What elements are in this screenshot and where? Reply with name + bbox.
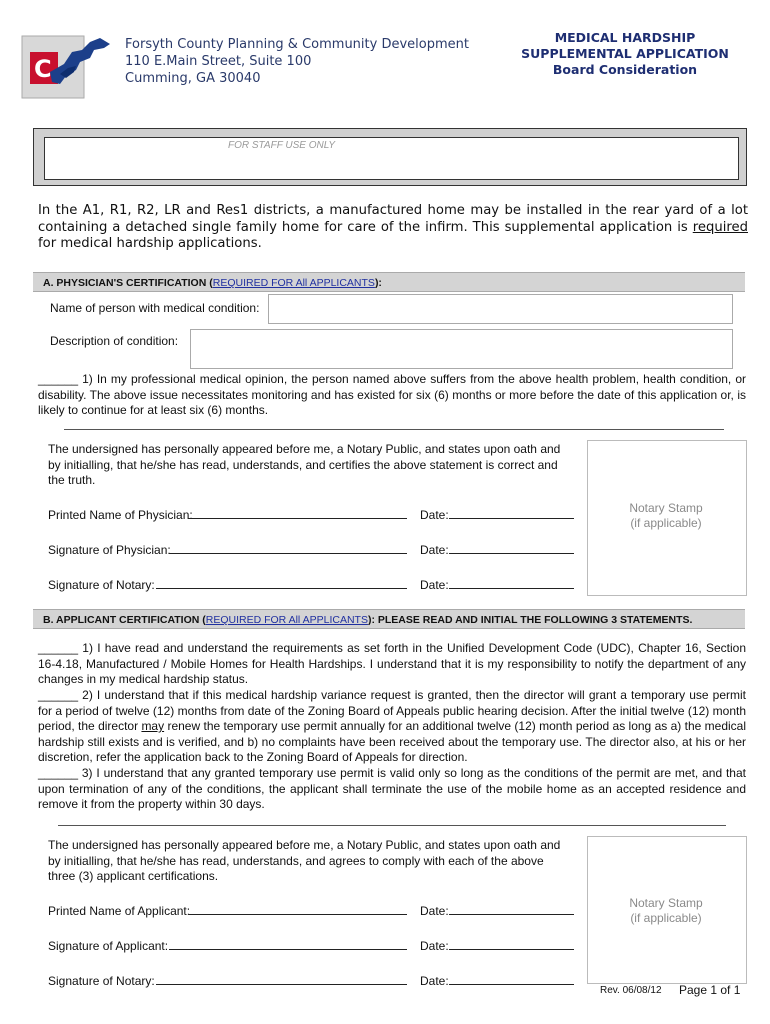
divider-a xyxy=(64,429,724,430)
applicant-notary-text: The undersigned has personally appeared before me, a Notary Public, and states upon oath and by initialling, that he/she has read, understands, and agrees to comply with each of the above three (3) applicant certifications. xyxy=(48,838,561,883)
statement-2-text: ______ 2) I understand that if this medical hardship variance request is granted, then the director will grant a temporary use permit for a period of twelve (12) months from date of the Zoning Board of Appeals public hearing decision. After the initial twelve (12) month period, the director xyxy=(38,688,746,733)
applicant-signature-line[interactable] xyxy=(169,937,407,950)
section-a-suffix: ): xyxy=(374,277,382,289)
intro-paragraph xyxy=(38,203,748,253)
section-a-required: REQUIRED FOR All APPLICANTS xyxy=(212,277,375,289)
physician-signature-label: Signature of Physician: xyxy=(48,543,171,557)
notary-a-signature-line[interactable] xyxy=(156,576,407,589)
statement-2-text-end: renew the temporary use permit annually for an additional twelve (12) month period as long as a) the medical hardship still exists and is verified, and b) no complaints have been received about the temporary use. The director also, at his or her discretion, refer the application back to the Zoning Board of Appeals for direction. xyxy=(38,719,746,764)
county-logo xyxy=(20,30,120,106)
section-b-header xyxy=(33,609,745,629)
notary-b-signature-label: Signature of Notary: xyxy=(48,974,155,988)
revision-date: Rev. 06/08/12 xyxy=(600,985,662,996)
notary-stamp-a-text xyxy=(587,501,745,531)
applicant-date-label: Date: xyxy=(420,904,449,918)
applicant-sig-date-line[interactable] xyxy=(449,937,574,950)
notary-stamp-b-note: (if applicable) xyxy=(630,911,702,925)
form-title-line2: SUPPLEMENTAL APPLICATION xyxy=(521,46,729,61)
staff-use-label: FOR STAFF USE ONLY xyxy=(228,140,336,151)
physician-printed-line[interactable] xyxy=(188,506,407,519)
physician-signature-line[interactable] xyxy=(169,541,407,554)
section-b-required: REQUIRED FOR All APPLICANTS xyxy=(205,614,368,626)
physician-printed-label: Printed Name of Physician: xyxy=(48,508,193,522)
notary-stamp-b-text xyxy=(587,896,745,926)
notary-a-signature-label: Signature of Notary: xyxy=(48,578,155,592)
physician-date-line[interactable] xyxy=(449,506,574,519)
physician-date-label: Date: xyxy=(420,508,449,522)
section-a-title: A. PHYSICIAN'S CERTIFICATION ( xyxy=(43,277,213,289)
statement-2-may: may xyxy=(141,719,165,733)
applicant-signature-label: Signature of Applicant: xyxy=(48,939,169,953)
physician-sig-date-line[interactable] xyxy=(449,541,574,554)
form-title-line3: Board Consideration xyxy=(552,62,698,77)
divider-b xyxy=(58,825,726,826)
physician-statement: ______ 1) In my professional medical opinion, the person named above suffers from the above health problem, health condition, or disability. The above issue necessitates monitoring and has existed for six (6) months or more before the date of this application or, is likely to continue for at least six (6) months. xyxy=(38,372,746,417)
applicant-printed-label: Printed Name of Applicant: xyxy=(48,904,191,918)
notary-b-date-line[interactable] xyxy=(449,972,574,985)
notary-b-date-label: Date: xyxy=(420,974,449,988)
notary-b-signature-line[interactable] xyxy=(156,972,407,985)
notary-stamp-a-label: Notary Stamp xyxy=(629,501,703,515)
physician-notary-text: The undersigned has personally appeared before me, a Notary Public, and states upon oath and by initialling, that he/she has read, understands, and certifies the above statement is correct and the truth. xyxy=(48,442,561,487)
page-number: Page 1 of 1 xyxy=(679,983,741,997)
applicant-date-line[interactable] xyxy=(449,902,574,915)
intro-required: required xyxy=(692,219,748,235)
section-b-suffix: ): PLEASE READ AND INITIAL THE FOLLOWING 3 STATEMENTS. xyxy=(367,614,693,626)
notary-a-date-label: Date: xyxy=(420,578,449,592)
applicant-printed-line[interactable] xyxy=(188,902,407,915)
form-title xyxy=(506,30,744,78)
section-a-header xyxy=(33,272,745,292)
intro-text: In the A1, R1, R2, LR and Res1 districts, a manufactured home may be installed in the rear yard of a lot containing a detached single family home for care of the infirm. This supplemental application is xyxy=(38,203,748,235)
notary-a-date-line[interactable] xyxy=(449,576,574,589)
agency-city: Cumming, GA 30040 xyxy=(125,71,261,86)
applicant-statement-1: ______ 1) I have read and understand the requirements as set forth in the Unified Development Code (UDC), Chapter 16, Section 16-4.18, Manufactured / Mobile Homes for Health Hardships. I understand that it is my responsibility to notify the department of any changes in my medical hardship status. xyxy=(38,641,746,686)
condition-desc-input[interactable] xyxy=(190,329,733,369)
form-title-line1: MEDICAL HARDSHIP xyxy=(554,30,696,45)
patient-name-label: Name of person with medical condition: xyxy=(50,301,260,315)
applicant-statement-3: ______ 3) I understand that any granted temporary use permit is valid only so long as the conditions of the permit are met, and that upon termination of any of the conditions, the applicant shall terminate the use of the mobile home as an accepted residence and remove it from the property within 30 days. xyxy=(38,766,746,811)
agency-address xyxy=(125,36,469,87)
svg-text:C: C xyxy=(34,55,52,83)
patient-name-input[interactable] xyxy=(268,294,733,324)
section-b-title: B. APPLICANT CERTIFICATION ( xyxy=(43,614,206,626)
staff-use-box xyxy=(44,137,739,180)
notary-stamp-b-label: Notary Stamp xyxy=(629,896,703,910)
agency-street: 110 E.Main Street, Suite 100 xyxy=(125,54,312,69)
agency-name: Forsyth County Planning & Community Development xyxy=(125,37,469,52)
applicant-statement-2 xyxy=(38,688,746,766)
condition-desc-label: Description of condition: xyxy=(50,334,179,348)
physician-sig-date-label: Date: xyxy=(420,543,449,557)
applicant-sig-date-label: Date: xyxy=(420,939,449,953)
intro-text-end: for medical hardship applications. xyxy=(38,236,262,251)
notary-stamp-a-note: (if applicable) xyxy=(630,516,702,530)
